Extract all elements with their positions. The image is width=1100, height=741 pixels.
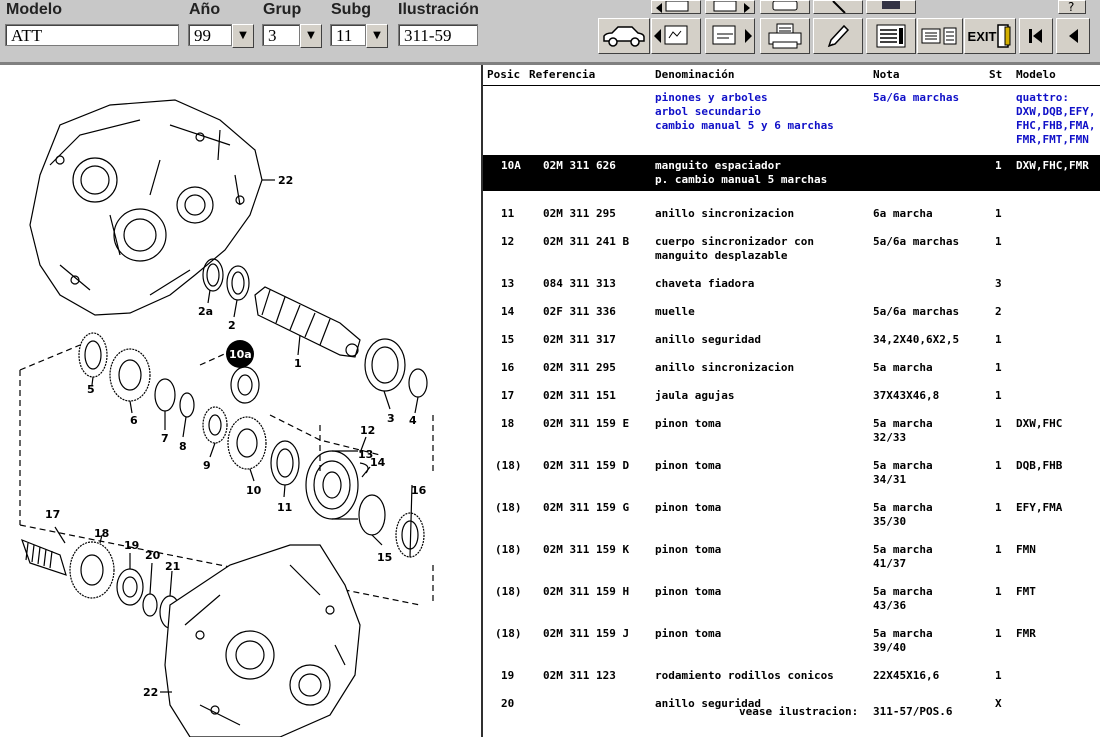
cell-denominacion: pinon toma xyxy=(655,585,722,598)
table-row[interactable] xyxy=(483,623,1100,665)
table-row[interactable] xyxy=(483,301,1100,329)
cell-denominacion: p. cambio manual 5 marchas xyxy=(655,173,828,186)
cell-nota: 39/40 xyxy=(873,641,907,654)
callout-21[interactable]: 21 xyxy=(165,560,181,573)
modelo-label: Modelo xyxy=(6,1,62,18)
vease-value[interactable]: 311-57/POS.6 xyxy=(873,705,953,718)
cell-nota: 5a marcha xyxy=(873,585,933,598)
tools-icon xyxy=(876,1,906,13)
chevron-down-icon: ▼ xyxy=(307,30,315,41)
intro-modelo-2: DXW,DQB,EFY, xyxy=(1016,105,1096,118)
cell-posic: 13 xyxy=(501,277,515,290)
keyboard-icon xyxy=(920,24,960,48)
subg-dropdown-button[interactable] xyxy=(366,24,388,48)
cell-nota: 5a marcha xyxy=(873,543,933,556)
cell-nota: 5a/6a marchas xyxy=(873,235,960,248)
callout-12[interactable]: 12 xyxy=(360,424,376,437)
grup-label: Grup xyxy=(263,1,302,18)
help-button[interactable] xyxy=(1058,0,1086,14)
cell-referencia: 02M 311 123 xyxy=(543,669,616,682)
grup-field[interactable]: 3 xyxy=(262,24,300,46)
callout-2[interactable]: 2 xyxy=(228,319,236,332)
intro-modelo-4: FMR,FMT,FMN xyxy=(1016,133,1089,146)
cell-posic: 14 xyxy=(501,305,515,318)
svg-text:?: ? xyxy=(1068,1,1075,13)
cell-st: 1 xyxy=(995,159,1002,172)
parts-table xyxy=(483,65,1100,737)
cell-nota: 37X43X46,8 xyxy=(873,389,940,402)
callout-14[interactable]: 14 xyxy=(370,456,386,469)
cell-nota: 5a marcha xyxy=(873,627,933,640)
help-icon xyxy=(1065,1,1079,13)
pencil-icon xyxy=(823,1,853,13)
callout-2a[interactable]: 2a xyxy=(198,305,214,318)
callout-15[interactable]: 15 xyxy=(377,551,393,564)
cell-posic: (18) xyxy=(495,627,522,640)
callout-3[interactable]: 3 xyxy=(387,412,395,425)
prev-page-icon xyxy=(656,1,696,13)
intro-row xyxy=(483,91,1100,151)
cell-posic: (18) xyxy=(495,585,522,598)
list-icon xyxy=(873,22,909,50)
cell-referencia: 02F 311 336 xyxy=(543,305,616,318)
cell-st: 1 xyxy=(995,627,1002,640)
col-nota[interactable]: Nota xyxy=(873,68,900,81)
cell-st: 1 xyxy=(995,235,1002,248)
callout-1[interactable]: 1 xyxy=(294,357,302,370)
callout-17[interactable]: 17 xyxy=(45,508,61,521)
table-header xyxy=(483,65,1100,86)
subg-label: Subg xyxy=(331,1,371,18)
table-row[interactable] xyxy=(483,581,1100,623)
cell-st: 1 xyxy=(995,361,1002,374)
cell-posic: 15 xyxy=(501,333,515,346)
cell-nota: 5a marcha xyxy=(873,417,933,430)
cell-modelo: FMT xyxy=(1016,585,1036,598)
ilustracion-label: Ilustración xyxy=(398,1,479,18)
keyboard-button[interactable] xyxy=(917,18,963,54)
first-button[interactable] xyxy=(1019,18,1053,54)
cell-st: 1 xyxy=(995,669,1002,682)
first-icon xyxy=(1026,26,1046,46)
cell-nota: 35/30 xyxy=(873,515,907,528)
vease-label: vease ilustracion: xyxy=(739,705,859,718)
cell-st: 3 xyxy=(995,277,1002,290)
cell-referencia: 02M 311 159 K xyxy=(543,543,630,556)
cell-denominacion: anillo sincronizacion xyxy=(655,361,795,374)
next-page-icon xyxy=(710,1,750,13)
cell-posic: 10A xyxy=(501,159,521,172)
chevron-down-icon: ▼ xyxy=(373,30,381,41)
cell-denominacion: jaula agujas xyxy=(655,389,735,402)
cell-referencia: 02M 311 295 xyxy=(543,361,616,374)
cell-posic: 17 xyxy=(501,389,515,402)
lower-housing xyxy=(165,545,360,737)
cell-denominacion: pinon toma xyxy=(655,627,722,640)
chevron-down-icon: ▼ xyxy=(239,30,247,41)
cell-referencia: 02M 311 241 B xyxy=(543,235,630,248)
callout-10a[interactable]: 10a xyxy=(229,348,252,361)
col-denominacion[interactable]: Denominación xyxy=(655,68,735,81)
cell-st: 2 xyxy=(995,305,1002,318)
cell-nota: 34/31 xyxy=(873,473,907,486)
cell-referencia: 02M 311 159 D xyxy=(543,459,630,472)
cell-modelo: EFY,FMA xyxy=(1016,501,1063,514)
col-posic[interactable]: Posic xyxy=(487,68,521,81)
callout-18[interactable]: 18 xyxy=(94,527,110,540)
printer-icon xyxy=(765,22,805,50)
cell-modelo: DXW,FHC xyxy=(1016,417,1063,430)
previous-icon xyxy=(1063,26,1083,46)
cell-posic: (18) xyxy=(495,543,522,556)
table-row-selected[interactable] xyxy=(483,155,1100,191)
cell-st: 1 xyxy=(995,459,1002,472)
callout-13[interactable]: 13 xyxy=(358,448,374,461)
cell-referencia: 084 311 313 xyxy=(543,277,616,290)
cell-denominacion: pinon toma xyxy=(655,501,722,514)
exit-label: EXIT xyxy=(967,28,997,44)
table-row[interactable] xyxy=(483,231,1100,273)
callout-22-top[interactable]: 22 xyxy=(278,174,294,187)
callout-7[interactable]: 7 xyxy=(161,432,169,445)
cell-modelo: DXW,FHC,FMR xyxy=(1016,159,1089,172)
ano-label: Año xyxy=(189,1,221,18)
cell-denominacion: pinon toma xyxy=(655,417,722,430)
cell-denominacion: rodamiento rodillos conicos xyxy=(655,669,834,682)
cell-st: 1 xyxy=(995,501,1002,514)
callout-5[interactable]: 5 xyxy=(87,383,95,396)
screen-icon xyxy=(770,1,800,13)
cell-referencia: 02M 311 626 xyxy=(543,159,616,172)
cell-referencia: 02M 311 159 E xyxy=(543,417,630,430)
callout-11[interactable]: 11 xyxy=(277,501,293,514)
prev-page-button-top[interactable] xyxy=(651,0,701,14)
cell-modelo: DQB,FHB xyxy=(1016,459,1063,472)
col-referencia[interactable]: Referencia xyxy=(529,68,596,81)
top-toolbar xyxy=(0,0,1100,62)
cell-st: 1 xyxy=(995,389,1002,402)
cell-nota: 6a marcha xyxy=(873,207,933,220)
cell-denominacion: cuerpo sincronizador con xyxy=(655,235,814,248)
cell-denominacion: pinon toma xyxy=(655,459,722,472)
cell-denominacion: pinon toma xyxy=(655,543,722,556)
intro-denominacion-3: cambio manual 5 y 6 marchas xyxy=(655,119,834,132)
table-row[interactable] xyxy=(483,455,1100,497)
cell-nota: 32/33 xyxy=(873,431,907,444)
table-row[interactable] xyxy=(483,357,1100,385)
table-row[interactable] xyxy=(483,539,1100,581)
ano-field[interactable]: 99 xyxy=(188,24,232,46)
prev-page-button[interactable] xyxy=(651,18,701,54)
edit-button[interactable] xyxy=(813,18,863,54)
table-row[interactable] xyxy=(483,413,1100,455)
vehicle-button[interactable] xyxy=(598,18,650,54)
tool-button-top-3[interactable] xyxy=(866,0,916,14)
table-row[interactable] xyxy=(483,385,1100,413)
list-button[interactable] xyxy=(866,18,916,54)
table-row[interactable] xyxy=(483,273,1100,301)
cell-posic: (18) xyxy=(495,501,522,514)
cell-st: X xyxy=(995,697,1002,710)
previous-button[interactable] xyxy=(1056,18,1090,54)
exploded-parts-diagram xyxy=(0,65,481,737)
cell-denominacion: chaveta fiadora xyxy=(655,277,755,290)
tool-button-top-2[interactable] xyxy=(813,0,863,14)
next-page-button[interactable] xyxy=(705,18,755,54)
output-shaft xyxy=(255,287,360,357)
cell-denominacion: anillo seguridad xyxy=(655,697,761,710)
cell-nota: 5a marcha xyxy=(873,459,933,472)
col-st[interactable]: St xyxy=(989,68,1003,81)
cell-nota: 5a/6a marchas xyxy=(873,305,960,318)
table-row[interactable] xyxy=(483,497,1100,539)
cell-modelo: FMN xyxy=(1016,543,1036,556)
cell-posic: 12 xyxy=(501,235,515,248)
cell-posic: 16 xyxy=(501,361,515,374)
callout-9[interactable]: 9 xyxy=(203,459,211,472)
cell-nota: 22X45X16,6 xyxy=(873,669,940,682)
cell-referencia: 02M 311 151 xyxy=(543,389,616,402)
table-row[interactable] xyxy=(483,329,1100,357)
cell-nota: 5a marcha xyxy=(873,361,933,374)
cell-posic: 11 xyxy=(501,207,515,220)
col-modelo[interactable]: Modelo xyxy=(1016,68,1056,81)
cell-st: 1 xyxy=(995,585,1002,598)
cell-referencia: 02M 311 295 xyxy=(543,207,616,220)
cell-referencia: 02M 311 159 H xyxy=(543,585,630,598)
cell-referencia: 02M 311 159 G xyxy=(543,501,630,514)
cell-denominacion: manguito desplazable xyxy=(655,249,788,262)
vease-row[interactable] xyxy=(483,705,1100,733)
cell-denominacion: manguito espaciador xyxy=(655,159,781,172)
cell-modelo: FMR xyxy=(1016,627,1036,640)
cell-st: 1 xyxy=(995,333,1002,346)
next-page-icon xyxy=(707,22,753,50)
tool-button-top-1[interactable] xyxy=(760,0,810,14)
prev-page-icon xyxy=(653,22,699,50)
callout-6[interactable]: 6 xyxy=(130,414,138,427)
exit-door-icon xyxy=(996,23,1012,49)
cell-referencia: 02M 311 159 J xyxy=(543,627,630,640)
table-row[interactable] xyxy=(483,203,1100,231)
cell-posic: 19 xyxy=(501,669,515,682)
intro-nota: 5a/6a marchas xyxy=(873,91,960,104)
callout-20[interactable]: 20 xyxy=(145,549,161,562)
intro-modelo-1: quattro: xyxy=(1016,91,1069,104)
cell-posic: 18 xyxy=(501,417,515,430)
pencil-icon xyxy=(823,22,853,50)
subg-field[interactable]: 11 xyxy=(330,24,366,46)
callout-22-bottom[interactable]: 22 xyxy=(143,686,159,699)
intro-modelo-3: FHC,FHB,FMA, xyxy=(1016,119,1096,132)
callout-19[interactable]: 19 xyxy=(124,539,140,552)
cell-posic: (18) xyxy=(495,459,522,472)
ano-dropdown-button[interactable] xyxy=(232,24,254,48)
callout-16[interactable]: 16 xyxy=(411,484,427,497)
intro-denominacion-2: arbol secundario xyxy=(655,105,761,118)
callout-8[interactable]: 8 xyxy=(179,440,187,453)
callout-10[interactable]: 10 xyxy=(246,484,262,497)
cell-st: 1 xyxy=(995,543,1002,556)
exit-button[interactable] xyxy=(964,18,1016,54)
cell-nota: 43/36 xyxy=(873,599,907,612)
next-page-button-top[interactable] xyxy=(705,0,755,14)
callout-4[interactable]: 4 xyxy=(409,414,417,427)
transmission-illustration xyxy=(0,65,481,737)
cell-referencia: 02M 311 317 xyxy=(543,333,616,346)
cell-denominacion: muelle xyxy=(655,305,695,318)
cell-posic: 20 xyxy=(501,697,515,710)
cell-denominacion: anillo sincronizacion xyxy=(655,207,795,220)
car-icon xyxy=(601,23,647,49)
print-button[interactable] xyxy=(760,18,810,54)
table-row[interactable] xyxy=(483,665,1100,693)
cell-nota: 41/37 xyxy=(873,557,907,570)
cell-nota: 34,2X40,6X2,5 xyxy=(873,333,960,346)
modelo-field[interactable]: ATT xyxy=(5,24,179,46)
cell-denominacion: anillo seguridad xyxy=(655,333,761,346)
cell-nota: 5a marcha xyxy=(873,501,933,514)
grup-dropdown-button[interactable] xyxy=(300,24,322,48)
ilustracion-field[interactable]: 311-59 xyxy=(398,24,478,46)
cell-st: 1 xyxy=(995,207,1002,220)
intro-denominacion-1: pinones y arboles xyxy=(655,91,768,104)
cell-st: 1 xyxy=(995,417,1002,430)
